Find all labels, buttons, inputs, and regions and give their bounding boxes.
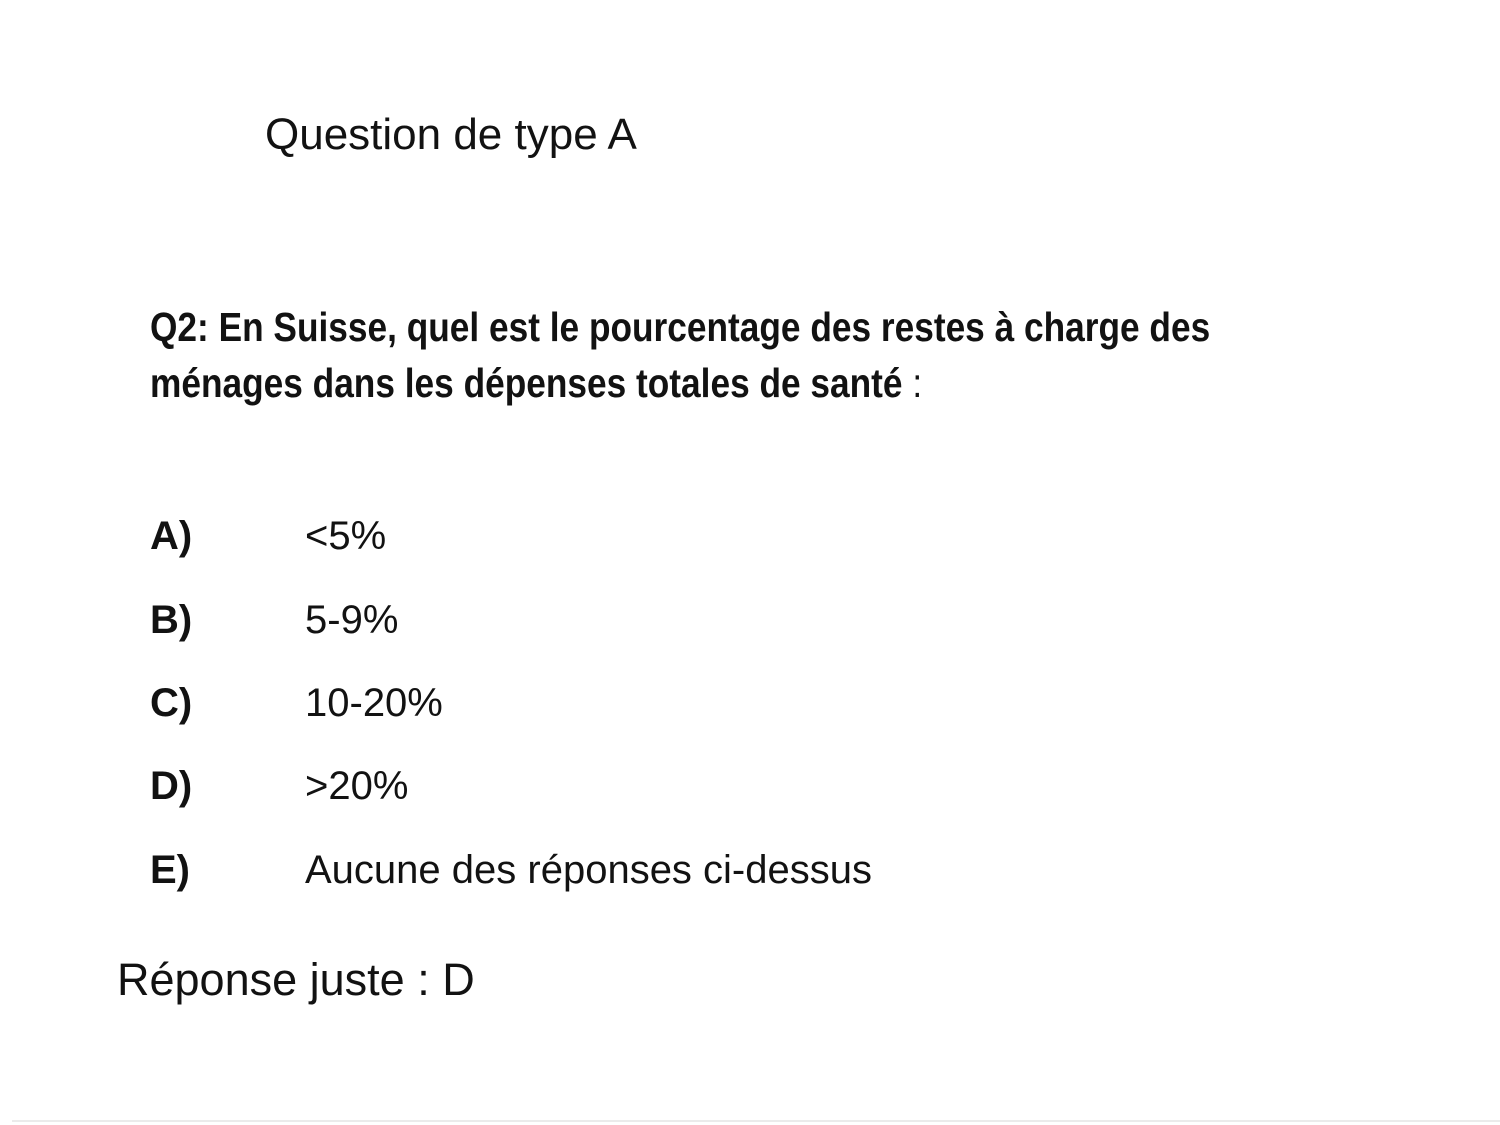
option-row-c	[150, 681, 443, 726]
option-label-e: E)	[150, 848, 190, 892]
option-label-b: B)	[150, 598, 193, 642]
question-text	[150, 299, 1210, 411]
correct-answer-text: Réponse juste : D	[117, 954, 475, 1005]
question-line-2-bold: ménages dans les dépenses totales de santé	[150, 360, 903, 406]
question-line-2	[150, 355, 1210, 411]
question-line-1: Q2: En Suisse, quel est le pourcentage des restes à charge des	[150, 304, 1211, 350]
question-line-2-colon: :	[902, 360, 923, 406]
option-row-b	[150, 598, 398, 643]
option-text-a: <5%	[305, 514, 387, 558]
option-label-d: D)	[150, 764, 193, 808]
option-text-b: 5-9%	[305, 598, 399, 642]
bottom-divider-line	[12, 1120, 1500, 1122]
option-text-c: 10-20%	[305, 681, 443, 725]
option-label-a: A)	[150, 514, 193, 558]
option-label-c: C)	[150, 681, 193, 725]
option-text-d: >20%	[305, 764, 409, 808]
option-row-d	[150, 764, 408, 809]
slide-title: Question de type A	[265, 110, 637, 159]
option-row-e	[150, 848, 872, 893]
option-text-e: Aucune des réponses ci-dessus	[305, 848, 872, 892]
option-row-a	[150, 514, 386, 559]
